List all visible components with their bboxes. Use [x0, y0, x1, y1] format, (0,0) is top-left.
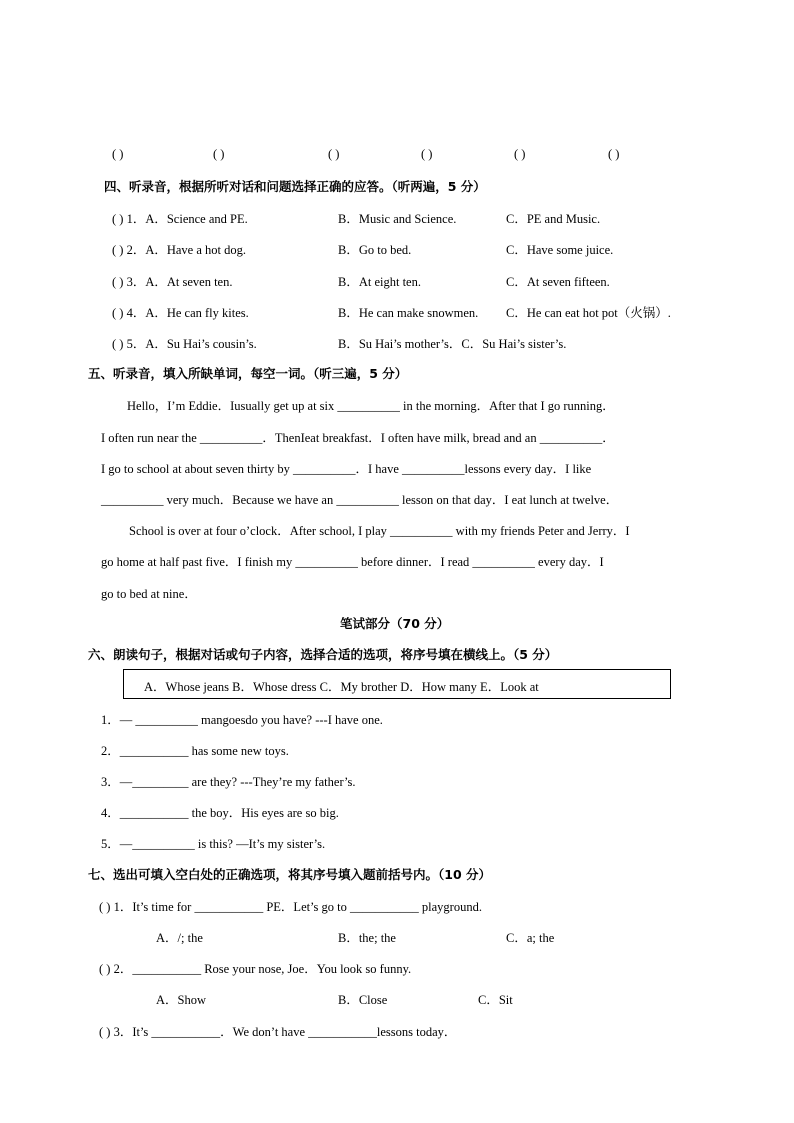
passage-line: go to bed at nine．: [101, 587, 197, 601]
options-text: A．Whose jeans B．Whose dress C．My brother D．How many E．Look at: [144, 680, 539, 694]
section6-heading: 六、朗读句子，根据对话或句子内容，选择合适的选项，将序号填在横线上。（5 分）: [88, 647, 558, 662]
mc-option: A．Show: [156, 993, 207, 1007]
options-box: [123, 669, 671, 699]
fill-item: 1．— __________ mangoesdo you have? ---I have one.: [101, 713, 383, 727]
mc-option: B．the; the: [338, 931, 396, 945]
fill-item: 2．___________ has some new toys.: [101, 744, 289, 758]
option-b: B．At eight ten.: [338, 275, 421, 289]
answer-bracket[interactable]: ( ): [328, 147, 340, 161]
mc-option: C．a; the: [506, 931, 555, 945]
passage-line: I often run near the __________．ThenIeat breakfast．I often have milk, bread and an __________．: [101, 431, 615, 445]
fill-item: 3．—_________ are they? ---They’re my father’s.: [101, 775, 356, 789]
passage-line: __________ very much．Because we have an __________ lesson on that day．I eat lunch at twelve．: [101, 493, 619, 507]
mc-option: B．Close: [338, 993, 388, 1007]
answer-bracket[interactable]: ( ): [112, 147, 124, 161]
option-b: B．Su Hai’s mother’s．C．Su Hai’s sister’s.: [338, 337, 567, 351]
mc-question: ( ) 3．It’s ___________．We don’t have ___________lessons today．: [99, 1025, 457, 1039]
section7-heading: 七、选出可填入空白处的正确选项，将其序号填入题前括号内。（10 分）: [88, 867, 491, 882]
option-b: B．Music and Science.: [338, 212, 457, 226]
option-c: C．PE and Music.: [506, 212, 601, 226]
mc-option: C．Sit: [478, 993, 513, 1007]
mc-option: A．/; the: [156, 931, 203, 945]
passage-line: I go to school at about seven thirty by __________．I have __________lessons every day．I like: [101, 462, 592, 476]
question-item: ( ) 5．A．Su Hai’s cousin’s.: [112, 337, 257, 351]
passage-line: Hello，I’m Eddie．Iusually get up at six __________ in the morning．After that I go running．: [127, 399, 615, 413]
passage-line: School is over at four o’clock．After school, I play __________ with my friends Peter and Jerry．I: [129, 524, 630, 538]
answer-bracket[interactable]: ( ): [421, 147, 433, 161]
question-item: ( ) 3．A．At seven ten.: [112, 275, 233, 289]
question-item: ( ) 1．A．Science and PE.: [112, 212, 248, 226]
question-item: ( ) 4．A．He can fly kites.: [112, 306, 249, 320]
fill-item: 4．___________ the boy．His eyes are so big.: [101, 806, 339, 820]
option-c: C．At seven fifteen.: [506, 275, 610, 289]
option-c: C．He can eat hot pot（火锅）.: [506, 306, 671, 320]
passage-line: go home at half past five．I finish my __________ before dinner．I read __________ every day．I: [101, 555, 604, 569]
fill-item: 5．—__________ is this? —It’s my sister’s.: [101, 837, 326, 851]
section4-heading: 四、听录音，根据所听对话和问题选择正确的应答。（听两遍，5 分）: [104, 179, 486, 194]
answer-bracket[interactable]: ( ): [514, 147, 526, 161]
question-item: ( ) 2．A．Have a hot dog.: [112, 243, 246, 257]
option-c: C．Have some juice.: [506, 243, 614, 257]
mc-question: ( ) 1．It’s time for ___________ PE．Let’s go to ___________ playground.: [99, 900, 482, 914]
section5-heading: 五、听录音，填入所缺单词，每空一词。（听三遍，5 分）: [88, 366, 408, 381]
mc-question: ( ) 2．___________ Rose your nose, Joe．You look so funny.: [99, 962, 412, 976]
option-b: B．Go to bed.: [338, 243, 412, 257]
answer-bracket[interactable]: ( ): [608, 147, 620, 161]
answer-bracket[interactable]: ( ): [213, 147, 225, 161]
written-part-title: 笔试部分（70 分）: [340, 616, 450, 631]
option-b: B．He can make snowmen.: [338, 306, 479, 320]
